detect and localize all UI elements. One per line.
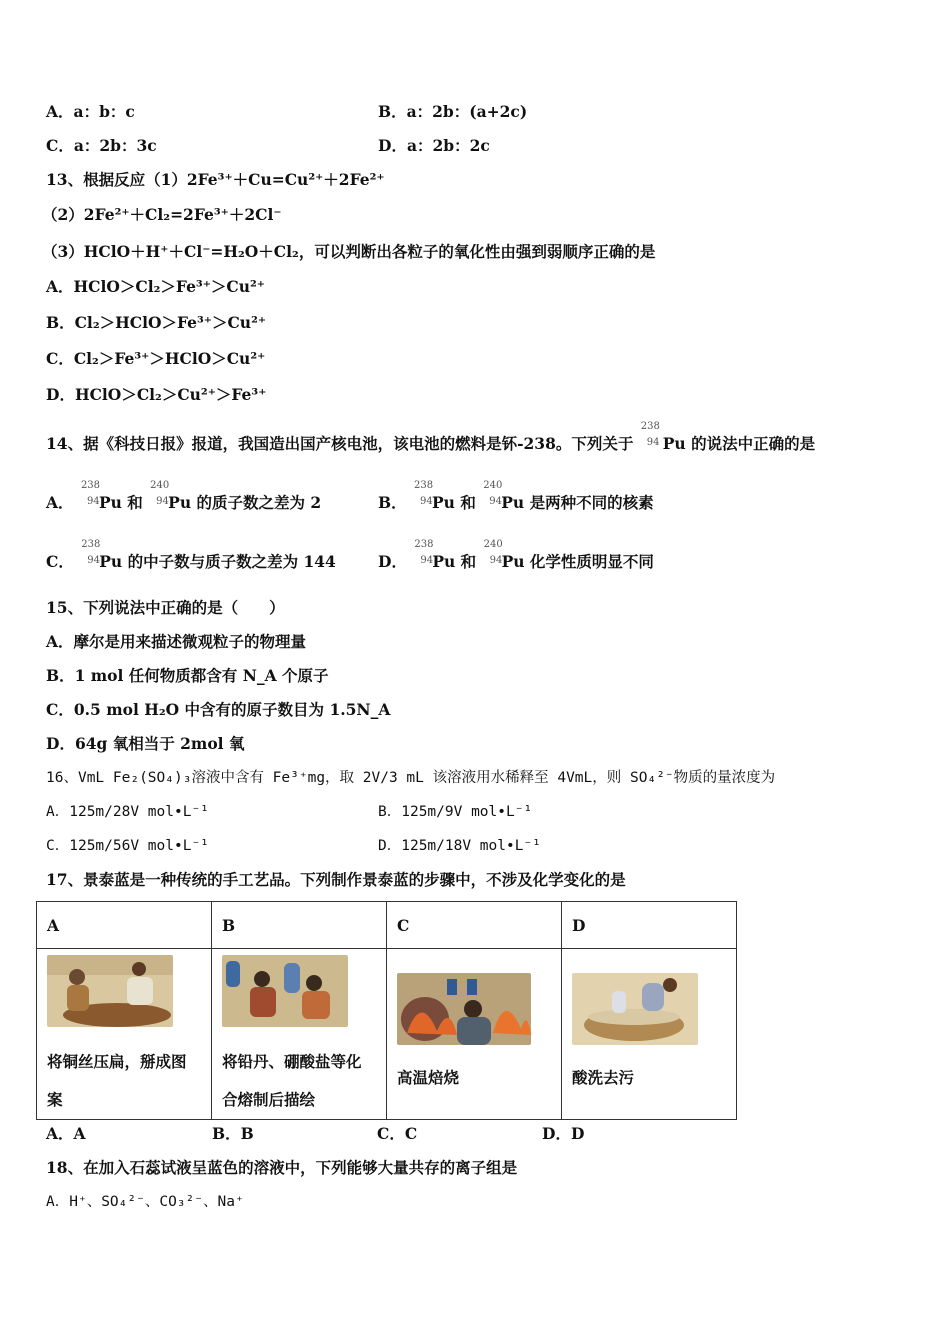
isotope-symbol: 238 94: [81, 539, 101, 566]
q13-reaction-2: （2）2Fe²⁺＋Cl₂=2Fe³⁺＋2Cl⁻: [42, 205, 282, 224]
table-cell: [387, 949, 562, 1120]
q13-option-b: B．Cl₂＞HClO＞Fe³⁺＞Cu²⁺: [46, 313, 267, 332]
q17-stem: 17、景泰蓝是一种传统的手工艺品。下列制作景泰蓝的步骤中，不涉及化学变化的是: [46, 870, 626, 889]
table-header: D: [562, 902, 737, 949]
table-cell: [37, 949, 212, 1120]
isotope-symbol: 240 94: [483, 539, 503, 566]
q17-option-d: D．D: [542, 1124, 585, 1143]
q16-option-c: C．125m/56V mol•L⁻¹: [46, 838, 209, 854]
table-header: B: [212, 902, 387, 949]
q12-option-d: D．a：2b：2c: [378, 136, 490, 155]
q17-option-a: A．A: [46, 1124, 86, 1143]
craft-illustration-d: [572, 973, 698, 1045]
craft-illustration-b: [222, 955, 348, 1027]
q17-option-c: C．C: [377, 1124, 418, 1143]
q13-option-c: C．Cl₂＞Fe³⁺＞HClO＞Cu²⁺: [46, 349, 266, 368]
table-caption: 酸洗去污: [572, 1068, 635, 1087]
craft-illustration-c: [397, 973, 531, 1045]
q16-stem: 16、VmL Fe₂(SO₄)₃溶液中含有 Fe³⁺mg，取 2V/3 mL 该溶液用水稀释至 4VmL，则 SO₄²⁻物质的量浓度为: [46, 770, 776, 786]
q12-option-a: A．a：b：c: [46, 102, 135, 121]
isotope-symbol: 240 94: [483, 480, 503, 507]
q18-option-a: A．H⁺、SO₄²⁻、CO₃²⁻、Na⁺: [46, 1194, 244, 1210]
q14-option-d: D． 238 94 Pu 和 240 94 Pu 化学性质明显不同: [378, 539, 654, 571]
q13-reaction-3: （3）HClO＋H⁺＋Cl⁻=H₂O＋Cl₂，可以判断出各粒子的氧化性由强到弱顺序正确的是: [42, 242, 656, 261]
q15-option-c: C．0.5 mol H₂O 中含有的原子数目为 1.5N_A: [46, 700, 391, 719]
q14-option-b: B． 238 94 Pu 和 240 94 Pu 是两种不同的核素: [378, 480, 654, 512]
q14-option-a: A． 238 94 Pu 和 240 94 Pu 的质子数之差为 2: [46, 480, 322, 512]
q14-option-c: C． 238 94 Pu 的中子数与质子数之差为 144: [46, 539, 336, 571]
q15-option-b: B．1 mol 任何物质都含有 N_A 个原子: [46, 666, 329, 685]
q13-stem: 13、根据反应（1）2Fe³⁺＋Cu=Cu²⁺＋2Fe²⁺: [46, 170, 385, 189]
q14-stem-text: 14、据《科技日报》报道，我国造出国产核电池，该电池的燃料是钚-238。下列关于: [46, 434, 634, 453]
table-caption: 将铜丝压扁，掰成图案: [47, 1052, 187, 1109]
q15-stem: 15、下列说法中正确的是（ ）: [46, 598, 285, 617]
q15-option-a: A．摩尔是用来描述微观粒子的物理量: [46, 632, 307, 651]
isotope-symbol: 238 94: [640, 421, 660, 448]
table-header: A: [37, 902, 212, 949]
q17-steps-table: [36, 901, 737, 1120]
isotope-symbol: 240 94: [150, 480, 170, 507]
q12-option-b: B．a：2b：(a+2c): [378, 102, 528, 121]
q12-option-c: C．a：2b：3c: [46, 136, 157, 155]
isotope-symbol: 238 94: [414, 480, 434, 507]
q13-option-d: D．HClO＞Cl₂＞Cu²⁺＞Fe³⁺: [46, 385, 267, 404]
table-caption: 高温焙烧: [397, 1068, 460, 1087]
q17-option-b: B．B: [212, 1124, 254, 1143]
table-header: C: [387, 902, 562, 949]
isotope-symbol: 238 94: [80, 480, 101, 507]
q16-option-d: D．125m/18V mol•L⁻¹: [378, 838, 541, 854]
q14-stem: [46, 421, 816, 455]
q15-option-d: D．64g 氧相当于 2mol 氧: [46, 734, 245, 753]
table-cell: [562, 949, 737, 1120]
q14-stem-tail: Pu 的说法中正确的是: [662, 434, 816, 453]
q18-stem: 18、在加入石蕊试液呈蓝色的溶液中，下列能够大量共存的离子组是: [46, 1158, 518, 1177]
q13-option-a: A．HClO＞Cl₂＞Fe³⁺＞Cu²⁺: [46, 277, 265, 296]
isotope-symbol: 238 94: [414, 539, 434, 566]
q16-option-a: A．125m/28V mol•L⁻¹: [46, 804, 209, 820]
table-caption: 将铅丹、硼酸盐等化合熔制后描绘: [222, 1052, 362, 1109]
craft-illustration-a: [47, 955, 173, 1027]
table-cell: [212, 949, 387, 1120]
q16-option-b: B．125m/9V mol•L⁻¹: [378, 804, 533, 820]
